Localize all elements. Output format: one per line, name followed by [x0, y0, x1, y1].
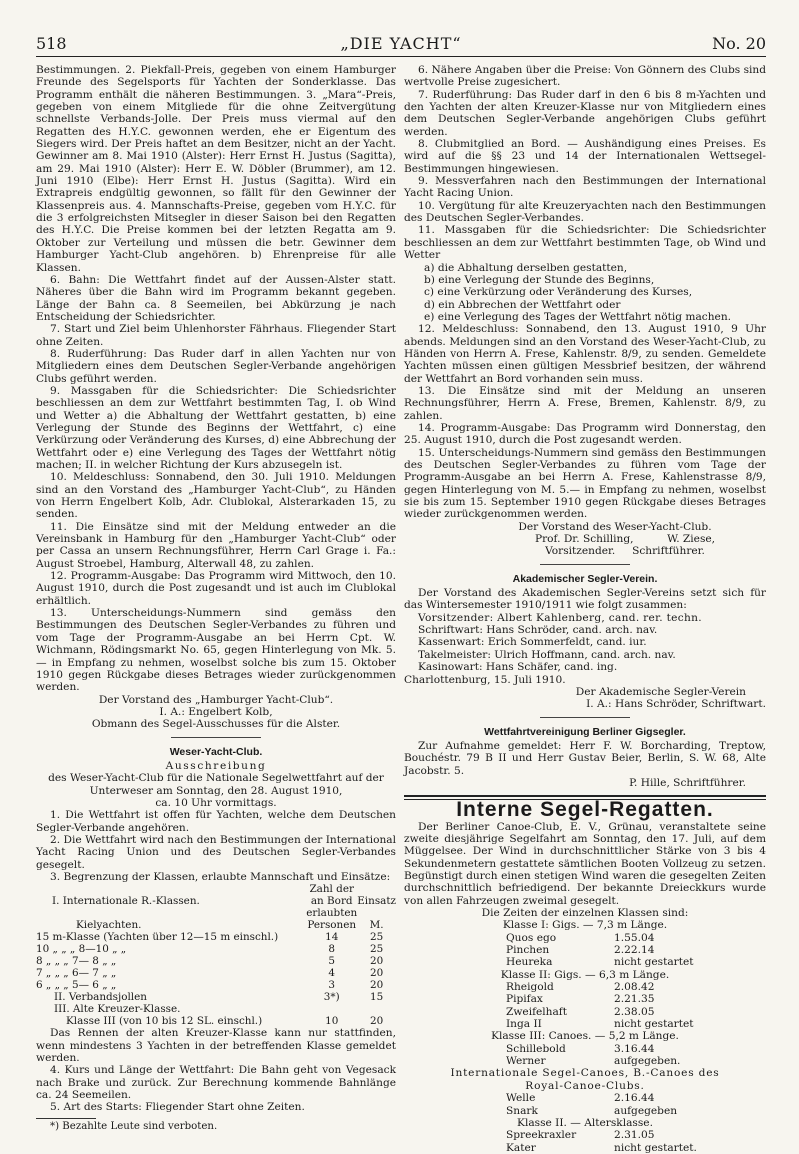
- table-header-row: [36, 907, 396, 919]
- paragraph: 8. Ruderführung: Das Ruder darf in allen Yachten nur von Mitgliedern eines dem Deutschen Segler-Verbande angehörigen Clubs geführt werden.: [36, 347, 396, 385]
- column-header: erlaubten: [306, 907, 358, 920]
- paragraph: 14. Programm-Ausgabe: Das Programm wird Donnerstag, den 25. August 1910, durch die Post zugesandt werden.: [404, 421, 766, 447]
- paragraph: Das Rennen der alten Kreuzer-Klasse kann nur stattfinden, wenn mindestens 3 Yachten in der betreffenden Klasse gemeldet werden.: [36, 1027, 396, 1065]
- table-group: Kielyachten.: [76, 919, 142, 932]
- left-column: [36, 64, 396, 1133]
- column-header: M.: [369, 919, 384, 932]
- paragraph: Die Zeiten der einzelnen Klassen sind:: [481, 907, 689, 919]
- table-row: 10 „ „ „ 8—10 „ „ 8 25: [36, 943, 384, 956]
- paragraph: 7. Ruderführung: Das Ruder darf in den 6 bis 8 m-Yachten und den Yachten der alten Kreuzer-Klasse nur von Mitgliedern eines dem Deutschen Segler-Verbande angehörigen Clubs geführt werden.: [404, 88, 766, 138]
- paragraph: 15. Unterscheidungs-Nummern sind gemäss den Bestimmungen des Deutschen Segler-Verbandes zu führen vom Tage der Programm-Ausgabe an bei Herrn A. Frese, Kahlenstrasse 8/9, gegen Hinterlegung von M. 5.— in Empfang zu nehmen, woselbst sie bis zum 15. September 1910 gegen Rückgabe dieses Betrages wieder zurückgenommen werden.: [404, 446, 766, 521]
- result-row: Welle 2.16.44: [506, 1092, 655, 1105]
- signature-line: Vorsitzender. Schriftführer.: [545, 545, 705, 558]
- paragraph: 6. Nähere Angaben über die Preise: Von Gönnern des Clubs sind wertvolle Preise zugesichert.: [404, 64, 766, 89]
- divider: [540, 564, 630, 565]
- paragraph: ca. 10 Uhr vormittags.: [155, 796, 277, 809]
- results: [404, 919, 766, 1154]
- signature-line: Prof. Dr. Schilling, W. Ziese,: [534, 533, 716, 546]
- list-item: e) eine Verlegung des Tages der Wettfahrt nötig machen.: [424, 310, 732, 323]
- paragraph: Der Berliner Canoe-Club, E. V., Grünau, veranstaltete seine zweite diesjährige Segelfahrt am Sonntag, den 17. Juli, auf dem Müggelsee. Der Wind in durchschnittlicher Stärke von 3 bis 4 Sekundenmetern gestattete sämtlichen Booten Vollzeug zu setzen. Begünstigt durch einen stetigen Wind waren die gesegelten Zeiten durchschnittlich befriedigend. Der bekannte Dreieckkurs wurde von allen Fahrzeugen zweimal gesegelt.: [404, 820, 766, 907]
- class-heading: Klasse II. — Altersklasse.: [517, 1116, 653, 1129]
- result-row: Schillebold 3.16.44: [506, 1042, 655, 1055]
- header-rule: [36, 56, 766, 57]
- class-heading: Klasse I: Gigs. — 7,3 m Länge.: [502, 919, 668, 932]
- table-row: 15 m-Klasse (Yachten über 12—15 m einschl.) 14 25: [36, 931, 384, 944]
- paragraph: Zur Aufnahme gemeldet: Herr F. W. Borcharding, Treptow, Bouchéstr. 79 B II und Herr Gustav Beier, Berlin, S. W. 68, Alte Jacobstr. 5.: [404, 739, 766, 777]
- paragraph: 13. Die Einsätze sind mit der Meldung an unseren Rechnungsführer, Herrn A. Frese, Bremen, Kahlenstr. 8/9, zu zahlen.: [404, 384, 766, 422]
- result-row: Kater nicht gestartet.: [506, 1141, 697, 1154]
- footnote-rule: [36, 1118, 96, 1119]
- class-heading: Internationale Segel-Canoes, B.-Canoes des: [450, 1067, 720, 1080]
- class-table: [36, 883, 396, 1027]
- section-heading: Weser-Yacht-Club.: [169, 745, 263, 758]
- signature-line: Obmann des Segel-Ausschusses für die Alster.: [91, 718, 341, 731]
- section-heading: Akademischer Segler-Verein.: [512, 572, 658, 585]
- class-heading: Klasse II: Gigs. — 6,3 m Länge.: [500, 968, 670, 981]
- divider: [171, 737, 261, 738]
- paragraph: Bestimmungen. 2. Piekfall-Preis, gegeben von einem Hamburger Freunde des Segelsports für Yachten der Sonderklasse. Das Programm enthält die näheren Bestimmungen. 3. „Mara“-Preis, gegeben von einem Mitgliede für die ohne Zeitvergütung schnellste Verbands-Jolle. Der Preis muss viermal auf den Regatten des H.Y.C. gewonnen werden, ehe er Eigentum des Siegers wird. Der Preis haftet an dem Besitzer, nicht an der Yacht. Gewinner am 8. Mai 1910 (Alster): Herr Ernst H. Justus (Sagitta), am 29. Mai 1910 (Alster): Herr E. W. Döbler (Brummer), am 12. Juni 1910 (Elbe): Herr Ernst H. Justus (Sagitta). Wird ein Extrapreis endgültig gewonnen, so fällt für den Gewinner der Klassenpreis aus. 4. Mannschafts-Preise, gegeben vom H.Y.C. für die 3 erfolgreichsten Mitsegler in dieser Saison bei den Regatten des H.Y.C. Die Preise kommen bei der letzten Regatta am 9. Oktober zur Verteilung und müssen die betr. Gewinner dem Hamburger Yacht-Club angehören. b) Ehrenpreise für alle Klassen.: [36, 64, 396, 274]
- table-row: 8 „ „ „ 7— 8 „ „ 5 20: [36, 955, 384, 968]
- table-header-row: [36, 919, 396, 931]
- section-rule: [404, 795, 766, 797]
- footnote: *) Bezahlte Leute sind verboten.: [50, 1120, 218, 1132]
- signature-line: I. A.: Engelbert Kolb,: [159, 705, 273, 718]
- result-row: Spreekraxler 2.31.05: [506, 1129, 655, 1142]
- member-line: Vorsitzender: Albert Kahlenberg, cand. rer. techn.: [418, 611, 702, 624]
- class-heading: Klasse III: Canoes. — 5,2 m Länge.: [491, 1030, 679, 1043]
- column-header: Personen: [307, 919, 357, 932]
- paragraph: 5. Art des Starts: Fliegender Start ohne Zeiten.: [50, 1101, 305, 1114]
- signature-line: I. A.: Hans Schröder, Schriftwart.: [586, 698, 766, 711]
- paragraph: 8. Clubmitglied an Bord. — Aushändigung eines Preises. Es wird auf die §§ 23 und 14 der Internationalen Wettsegel-Bestimmungen hingewiesen.: [404, 138, 766, 175]
- divider: [540, 717, 630, 718]
- class-heading: Royal-Canoe-Clubs.: [525, 1079, 645, 1092]
- column-header: Einsatz: [357, 895, 396, 908]
- paragraph: 10. Meldeschluss: Sonnabend, den 30. Juli 1910. Meldungen sind an den Vorstand des „Hamburger Yacht-Club“, zu Händen von Herrn Engelbert Kolb, Adr. Clublokal, Alsterarkaden 15, zu senden.: [36, 471, 396, 521]
- result-row: Quos ego 1.55.04: [506, 931, 655, 944]
- section-title: Interne Segel-Regatten.: [456, 798, 714, 822]
- table-row: 7 „ „ „ 6— 7 „ „ 4 20: [36, 967, 384, 980]
- paragraph: 13. Unterscheidungs-Nummern sind gemäss den Bestimmungen des Deutschen Segler-Verbandes zu führen und vom Tage der Programm-Ausgabe an bei Herrn Cpt. W. Wichmann, Rödingsmarkt No. 65, gegen Hinterlegung von Mk. 5.— in Empfang zu nehmen, woselbst solche bis zum 15. Oktober 1910 gegen Rückgabe dieses Betrages wieder zurückgenommen werden.: [36, 607, 396, 694]
- signature-line: P. Hille, Schriftführer.: [629, 776, 746, 789]
- result-row: Snark aufgegeben: [506, 1104, 678, 1117]
- column-header: an Bord: [310, 895, 353, 908]
- signature-line: Der Vorstand des „Hamburger Yacht-Club“.: [98, 693, 334, 706]
- paragraph: 6. Bahn: Die Wettfahrt findet auf der Aussen-Alster statt. Näheres über die Bahn wird im Programm bekannt gegeben. Länge der Bahn ca. 8 Seemeilen, bei Abkürzung je nach Entscheidung der Schiedsrichter.: [36, 273, 396, 323]
- result-row: Pipifax 2.21.35: [506, 993, 655, 1006]
- table-header-row: [36, 895, 396, 907]
- paragraph: 1. Die Wettfahrt ist offen für Yachten, welche dem Deutschen Segler-Verbande angehören.: [36, 809, 396, 834]
- section-heading: Wettfahrtvereinigung Berliner Gigsegler.: [484, 725, 686, 738]
- member-line: Kasinowart: Hans Schäfer, cand. ing.: [418, 661, 618, 674]
- signature-line: Der Akademische Segler-Verein: [575, 685, 746, 698]
- signature-line: Der Vorstand des Weser-Yacht-Club.: [518, 520, 712, 533]
- table-row: II. Verbandsjollen 3*) 15: [54, 991, 384, 1004]
- result-row: Zweifelhaft 2.38.05: [506, 1005, 655, 1018]
- page-number: 518: [36, 34, 67, 53]
- result-row: Pinchen 2.22.14: [506, 944, 655, 957]
- list-item: a) die Abhaltung derselben gestatten,: [424, 261, 628, 274]
- paragraph: 9. Messverfahren nach den Bestimmungen der International Yacht Racing Union.: [404, 175, 766, 200]
- paragraph: 9. Massgaben für die Schiedsrichter: Die Schiedsrichter beschliessen an dem zur Wettfahrt bestimmten Tag, I. ob Wind und Wetter a) die Abhaltung der Wettfahrt gestatten, b) eine Verlegung der Stunde des Beginns der Wettfahrt, c) eine Verkürzung oder Veränderung des Kurses, d) eine Abbrechung der Wettfahrt oder e) eine Verlegung des Tages der Wettfahrt nötig machen; II. in welcher Richtung der Kurs abzusegeln ist.: [36, 384, 396, 471]
- paragraph: 10. Vergütung für alte Kreuzeryachten nach den Bestimmungen des Deutschen Segler-Verbandes.: [404, 199, 766, 225]
- result-row: Inga II nicht gestartet: [506, 1018, 694, 1031]
- result-row: Rheigold 2.08.42: [506, 981, 655, 994]
- table-row: Klasse III (von 10 bis 12 SL. einschl.) 10 20: [66, 1015, 384, 1028]
- list-item: b) eine Verlegung der Stunde des Beginns,: [424, 273, 655, 286]
- list-item: d) ein Abbrechen der Wettfahrt oder: [424, 298, 621, 311]
- paragraph: Der Vorstand des Akademischen Segler-Vereins setzt sich für das Wintersemester 1910/1911 wie folgt zusammen:: [404, 587, 766, 612]
- table-header-row: [36, 883, 396, 895]
- issue-number: No. 20: [712, 34, 766, 53]
- paragraph: 4. Kurs und Länge der Wettfahrt: Die Bahn geht von Vegesack nach Brake und zurück. Zur Berechnung kommende Bahnlänge ca. 24 Seemeilen.: [36, 1064, 396, 1102]
- result-row: Heureka nicht gestartet: [506, 956, 694, 969]
- paragraph: 3. Begrenzung der Klassen, erlaubte Mannschaft und Einsätze:: [50, 871, 391, 883]
- section-subheading: Ausschreibung: [165, 759, 267, 772]
- list-item: c) eine Verkürzung oder Veränderung des Kurses,: [424, 286, 693, 299]
- paragraph: 11. Die Einsätze sind mit der Meldung entweder an die Vereinsbank in Hamburg für den „Hamburger Yacht-Club“ oder per Cassa an unsern Rechnungsführer, Herrn Carl Grage i. Fa.: August Stroebel, Hamburg, Alterwall 48, zu zahlen.: [36, 520, 396, 570]
- member-line: Takelmeister: Ulrich Hoffmann, cand. arch. nav.: [418, 648, 676, 661]
- column-header: Zahl der: [309, 883, 354, 896]
- table-group: I. Internationale R.-Klassen.: [52, 895, 200, 908]
- result-row: Werner aufgegeben.: [506, 1055, 681, 1068]
- date-line: Charlottenburg, 15. Juli 1910.: [404, 673, 566, 686]
- member-line: Schriftwart: Hans Schröder, cand. arch. nav.: [418, 624, 658, 637]
- right-column: [404, 64, 766, 1154]
- member-line: Kassenwart: Erich Sommerfeldt, cand. iur.: [418, 636, 647, 649]
- paragraph: 2. Die Wettfahrt wird nach den Bestimmungen der International Yacht Racing Union und des Deutschen Segler-Verbandes gesegelt.: [36, 833, 396, 871]
- journal-title: „DIE YACHT“: [340, 34, 462, 53]
- paragraph: 7. Start und Ziel beim Uhlenhorster Fährhaus. Fliegender Start ohne Zeiten.: [36, 323, 396, 348]
- paragraph: 12. Meldeschluss: Sonnabend, den 13. August 1910, 9 Uhr abends. Meldungen sind an den Vorstand des Weser-Yacht-Club, zu Händen von Herrn A. Frese, Kahlenstr. 8/9, zu senden. Gemeldete Yachten müssen einen gültigen Messbrief besitzen, der während der Wettfahrt an Bord vorhanden sein muss.: [404, 323, 766, 385]
- table-row: 6 „ „ „ 5— 6 „ „ 3 20: [36, 979, 384, 992]
- page-header: [36, 34, 766, 56]
- paragraph: des Weser-Yacht-Club für die Nationale Segelwettfahrt auf der Unterweser am Sonntag, den 28. August 1910,: [48, 772, 384, 797]
- paragraph: 12. Programm-Ausgabe: Das Programm wird Mittwoch, den 10. August 1910, durch die Post zugesandt und ist auch im Clublokal erhältlich.: [36, 570, 396, 607]
- paragraph: 11. Massgaben für die Schiedsrichter: Die Schiedsrichter beschliessen an dem zur Wettfahrt bestimmten Tage, ob Wind und Wetter: [404, 224, 766, 262]
- table-row: III. Alte Kreuzer-Klasse.: [54, 1003, 181, 1016]
